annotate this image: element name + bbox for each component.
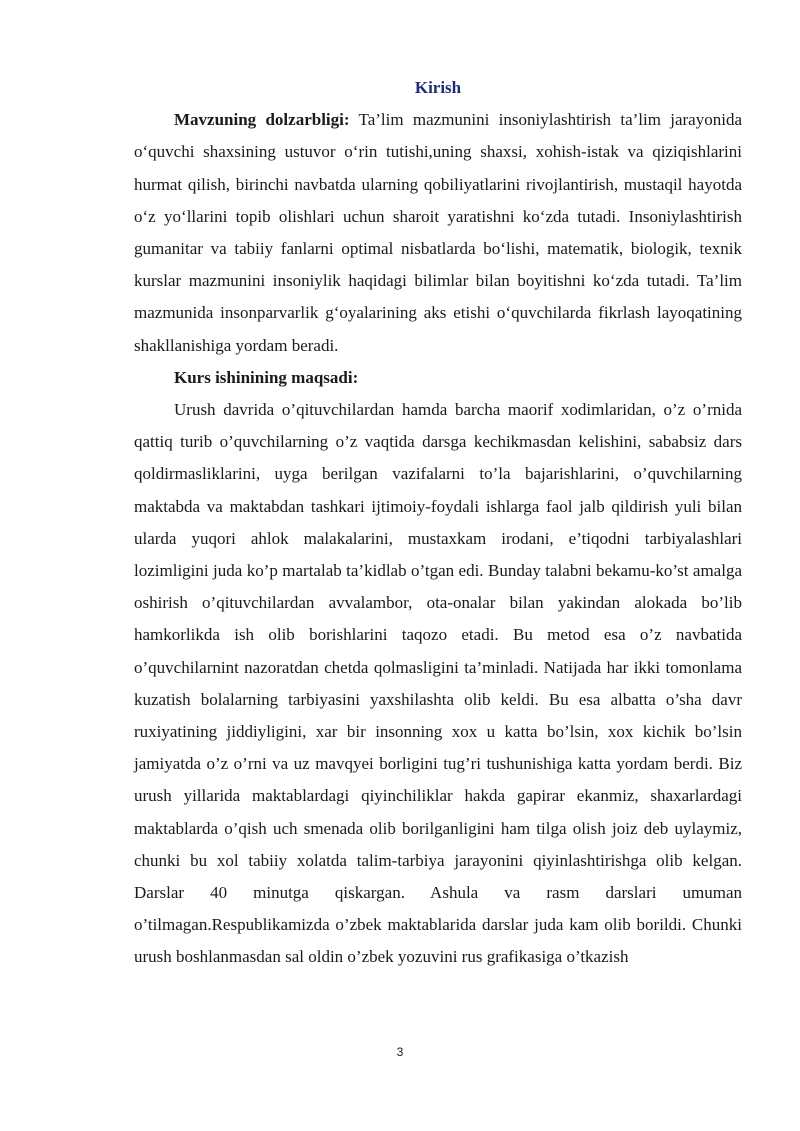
relevance-text: Ta’lim mazmunini insoniylashtirish ta’lim jarayonida o‘quvchi shaxsining ustuvor o‘rin tutishi,uning shaxsi, xohish-istak va qiziqishlarini hurmat qilish, birinchi navbatda ularning qobiliyatlarini rivojlantirish, mustaqil hayotda o‘z yo‘llarini topib olishlari uchun sharoit yaratishni ko‘zda tutadi. Insoniylashtirish gumanitar va tabiiy fanlarni optimal nisbatlarda bo‘lishi, matematik, biologik, texnik kurslar mazmunini insoniylik haqidagi bilimlar bilan boyitishni ko‘zda tutadi. Ta’lim mazmunida insonparvarlik g‘oyalarining aks etishi o‘quvchilarda fikrlash layoqatining shakllanishiga yordam beradi. <box>134 110 742 355</box>
relevance-paragraph <box>134 104 742 362</box>
document-page <box>134 72 742 974</box>
body-paragraph: Urush davrida o’qituvchilardan hamda barcha maorif xodimlaridan, o’z o’rnida qattiq turib o’quvchilarning o’z vaqtida darsga kechikmasdan kelishini, sababsiz dars qoldirmasliklarini, uyga berilgan vazifalarni to’la bajarishlarini, o’quvchilarning maktabda va maktabdan tashkari ijtimoiy-foydali ishlarga faol jalb qildirish yuli bilan ularda yuqori ahlok malakalarini, mustaxkam irodani, e’tiqodni tarbiyalashlari lozimligini juda ko’p martalab ta’kidlab o’tgan edi. Bunday talabni bekamu-ko’st amalga oshirish o’qituvchilardan avvalambor, ota-onalar bilan yakindan alokada bo’lib hamkorlikda ish olib borishlarini taqozo etadi. Bu metod esa o’z navbatida o’quvchilarnint nazoratdan chetda qolmasligini ta’minladi. Natijada har ikki tomonlama kuzatish bolalarning tarbiyasini yaxshilashta olib keldi. Bu esa albatta o’sha davr ruxiyatining jiddiyligini, xar bir insonning xox u katta bo’lsin, xox kichik bo’lsin jamiyatda o’z o’rni va uz mavqyei borligini tug’ri tushunishiga katta yordam berdi. Biz urush yillarida maktablardagi qiyinchiliklar hakda gapirar ekanmiz, shaxarlardagi maktablarda o’qish uch smenada olib borilganligini ham tilga olish joiz deb uylaymiz, chunki bu xol tabiiy xolatda talim-tarbiya jarayonini qiyinlashtirishga olib kelgan. Darslar 40 minutga qiskargan. Ashula va rasm darslari umuman o’tilmagan.Respublikamizda o’zbek maktablarida darslar juda kam olib borildi. Chunki urush boshlanmasdan sal oldin o’zbek yozuvini rus grafikasiga o’tkazish <box>134 400 742 967</box>
goal-label: Kurs ishinining maqsadi: <box>174 367 359 387</box>
page-number: 3 <box>396 1045 404 1059</box>
section-heading: Kirish <box>414 78 462 97</box>
relevance-label: Mavzuning dolzarbligi: <box>174 110 350 130</box>
